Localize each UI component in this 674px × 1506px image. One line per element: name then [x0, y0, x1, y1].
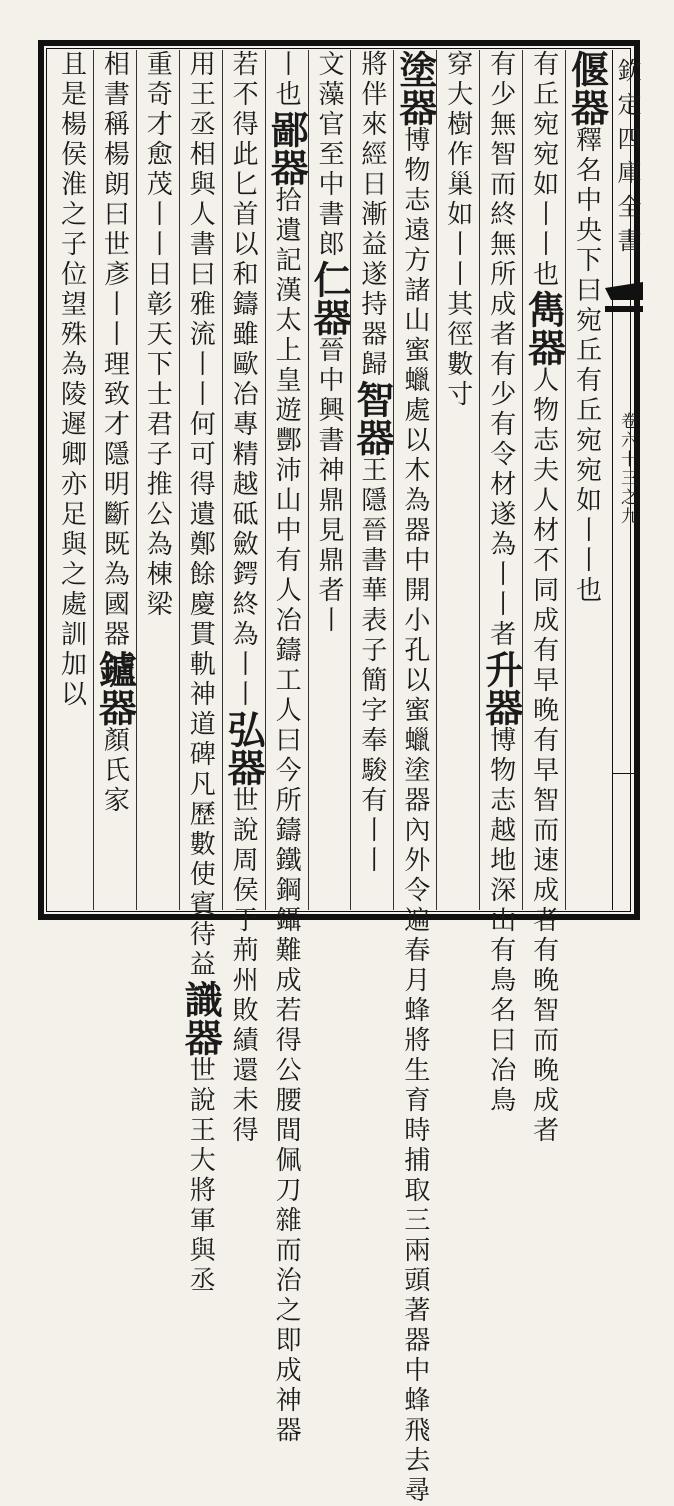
entry-text: 博物志遠方諸山蜜蠟處以木為器中開小孔以蜜蠟塗器內外令遍春月蜂將生育時捕取三兩頭著器中蜂飛去尋	[399, 126, 430, 1506]
entry-heading: 鄙器	[264, 110, 310, 186]
column-rule	[565, 50, 566, 910]
column-rule	[522, 50, 523, 910]
entry-heading: 鑪器	[92, 650, 138, 726]
entry-text: 世說王大將軍與丞	[185, 1056, 216, 1296]
entry-text: 王隱晉書華表子簡字奉駿有丨丨	[356, 456, 387, 876]
text-column	[92, 50, 138, 910]
column-rule	[479, 50, 480, 910]
entry-text: 有丘宛宛如丨丨也	[528, 50, 559, 290]
text-column	[307, 50, 352, 910]
entry-text: 訓加以	[56, 620, 87, 710]
text-column	[349, 50, 395, 910]
entry-text: 文藻官至中書郎	[314, 50, 344, 260]
text-column	[478, 50, 524, 1116]
entry-heading: 仁器	[307, 260, 352, 336]
text-column	[564, 50, 610, 910]
entry-text: 博物志越地深山有鳥名曰冶鳥	[485, 726, 516, 1116]
text-column	[221, 50, 267, 1146]
entry-heading: 識器	[178, 980, 224, 1056]
entry-text: 世說周侯于荊州敗績還未得	[228, 786, 259, 1146]
text-column	[52, 50, 90, 910]
entry-text: 釋名中央下曰宛丘有丘宛宛如丨丨也	[571, 126, 602, 606]
entry-text: 穿大樹作巢如丨丨其徑數寸	[442, 50, 473, 410]
entry-text: 拾遺記漢太上皇遊酆沛山中有人冶鑄工人曰今所鑄鐵鋼鑷難成若得公腰間佩刀雜而治之即成神器	[271, 186, 302, 1446]
entry-text: 顏氏家	[99, 726, 130, 816]
entry-heading: 智器	[349, 380, 395, 456]
column-rule	[265, 50, 266, 910]
entry-text: 有少無智而終無所成者有少有令材遂為丨丨者	[485, 50, 516, 650]
entry-text: 若不得此匕首以和鑄雖歐冶專精越砥斂鍔終為丨丨	[228, 50, 259, 710]
volume-rule	[612, 773, 640, 774]
entry-heading: 塗器	[392, 50, 438, 126]
fish-tail-mark	[605, 282, 643, 322]
column-rule	[308, 50, 309, 910]
entry-heading: 升器	[478, 650, 524, 726]
text-column	[138, 50, 176, 910]
text-column	[521, 50, 567, 1146]
text-column	[178, 50, 224, 1296]
column-rule	[93, 50, 94, 910]
column-rule	[436, 50, 437, 910]
entry-text: 相書稱楊朗曰世彥丨丨理致才隱明斷既為國器	[99, 50, 130, 650]
entry-text: 且是楊侯淮之子位望殊為陵遲卿亦足與之處	[56, 50, 87, 620]
entry-text: 重奇才愈茂丨丨日彰天下士君子推公為棟梁	[142, 50, 173, 620]
entry-heading: 雋器	[521, 290, 567, 366]
text-column	[264, 50, 310, 1446]
column-rule	[393, 50, 394, 910]
entry-heading: 偃器	[564, 50, 610, 126]
entry-text: 用王丞相與人書曰雅流丨丨何可得遺鄭餘慶貫軌神道碑凡歷數使賓待益	[185, 50, 216, 980]
column-rule	[350, 50, 351, 910]
book-title: 欽定四庫全書	[613, 58, 641, 262]
text-column	[439, 50, 477, 910]
text-column	[392, 50, 438, 1506]
entry-heading: 弘器	[221, 710, 267, 786]
entry-text: 晉中興書神鼎見鼎者丨	[314, 336, 344, 636]
column-rule	[136, 50, 137, 910]
entry-text: 人物志夫人材不同成有早晚有早智而速成者有晚智而晚成者	[528, 366, 559, 1146]
volume-label: 卷六十三之九	[617, 412, 637, 526]
column-rule	[222, 50, 223, 910]
entry-text: 將伴來經日漸益遂持器歸	[356, 50, 387, 380]
entry-text: 丨也	[271, 50, 302, 110]
column-rule	[179, 50, 180, 910]
